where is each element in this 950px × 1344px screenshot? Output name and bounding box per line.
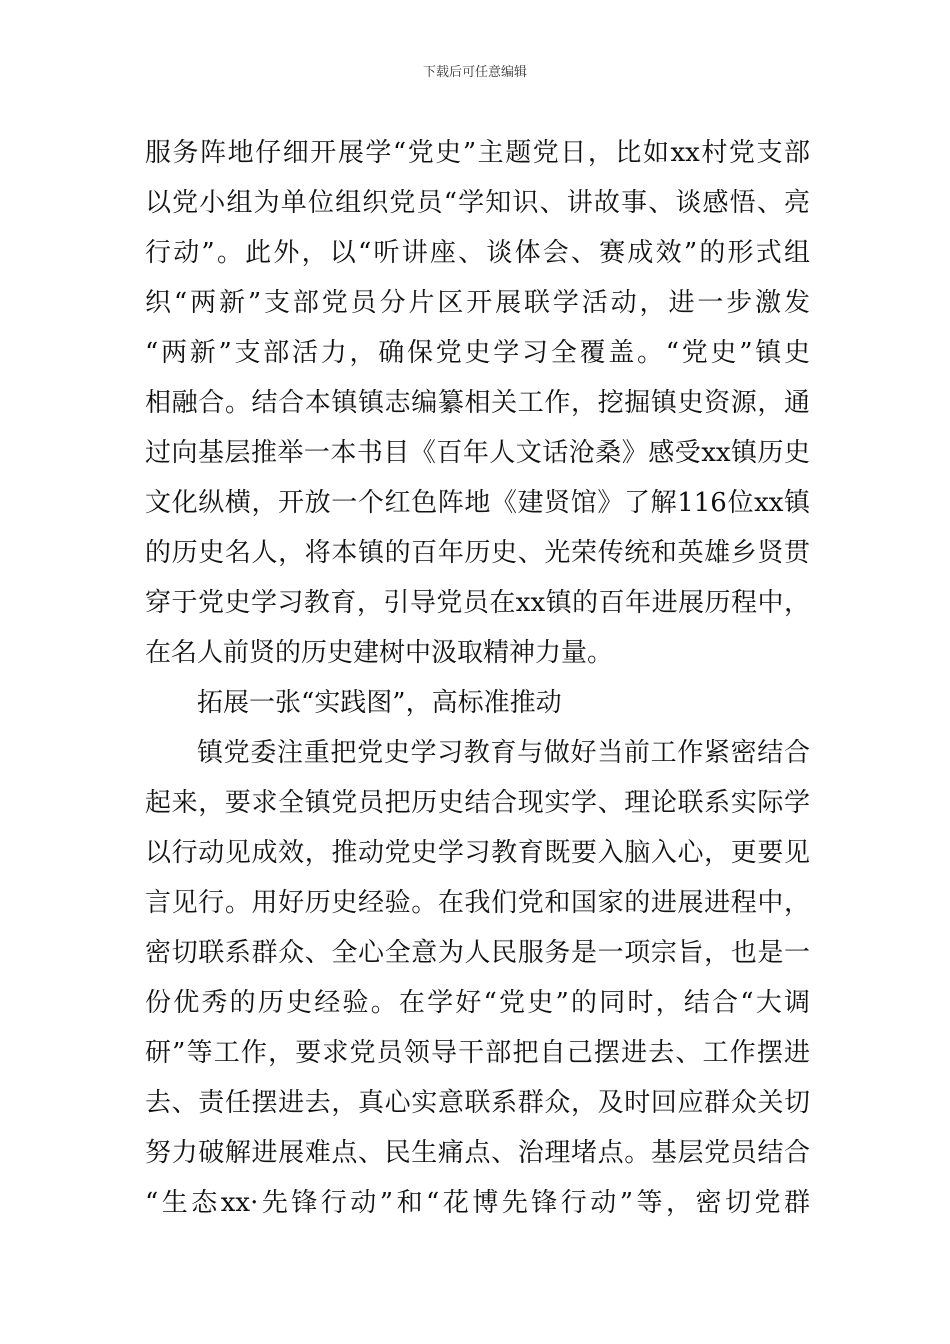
text-line: 穿于党史学习教育，引导党员在xx镇的百年进展历程中， bbox=[145, 588, 810, 618]
text-line: “两新”支部活力，确保党史学习全覆盖。“党史”镇史 bbox=[145, 338, 810, 368]
text-line: 镇党委注重把党史学习教育与做好当前工作紧密结合 bbox=[197, 738, 810, 768]
text-line: 文化纵横，开放一个红色阵地《建贤馆》了解116位xx镇 bbox=[145, 488, 810, 518]
text-line: 言见行。用好历史经验。在我们党和国家的进展进程中， bbox=[145, 888, 810, 918]
text-line: 服务阵地仔细开展学“党史”主题党日，比如xx村党支部 bbox=[145, 138, 810, 168]
text-line: 努力破解进展难点、民生痛点、治理堵点。基层党员结合 bbox=[145, 1138, 810, 1168]
text-line: “生态xx·先锋行动”和“花博先锋行动”等，密切党群 bbox=[145, 1188, 810, 1218]
text-line: 的历史名人，将本镇的百年历史、光荣传统和英雄乡贤贯 bbox=[145, 538, 810, 568]
text-line: 以党小组为单位组织党员“学知识、讲故事、谈感悟、亮 bbox=[145, 188, 810, 218]
text-line: 以行动见成效，推动党史学习教育既要入脑入心，更要见 bbox=[145, 838, 810, 868]
text-line: 份优秀的历史经验。在学好“党史”的同时，结合“大调 bbox=[145, 988, 810, 1018]
text-line: 密切联系群众、全心全意为人民服务是一项宗旨，也是一 bbox=[145, 938, 810, 968]
text-line: 研”等工作，要求党员领导干部把自己摆进去、工作摆进 bbox=[145, 1038, 810, 1068]
document-body bbox=[145, 128, 810, 1228]
text-line: 过向基层推举一本书目《百年人文话沧桑》感受xx镇历史 bbox=[145, 438, 810, 468]
section-heading: 拓展一张“实践图”，高标准推动 bbox=[197, 688, 562, 718]
text-line: 在名人前贤的历史建树中汲取精神力量。 bbox=[145, 638, 614, 668]
text-line: 去、责任摆进去，真心实意联系群众，及时回应群众关切 bbox=[145, 1088, 810, 1118]
text-line: 织“两新”支部党员分片区开展联学活动，进一步激发 bbox=[145, 288, 810, 318]
page-header: 下载后可任意编辑 bbox=[422, 65, 527, 80]
text-line: 起来，要求全镇党员把历史结合现实学、理论联系实际学 bbox=[145, 788, 810, 818]
text-line: 相融合。结合本镇镇志编纂相关工作，挖掘镇史资源，通 bbox=[145, 388, 810, 418]
text-line: 行动”。此外，以“听讲座、谈体会、赛成效”的形式组 bbox=[145, 238, 810, 268]
